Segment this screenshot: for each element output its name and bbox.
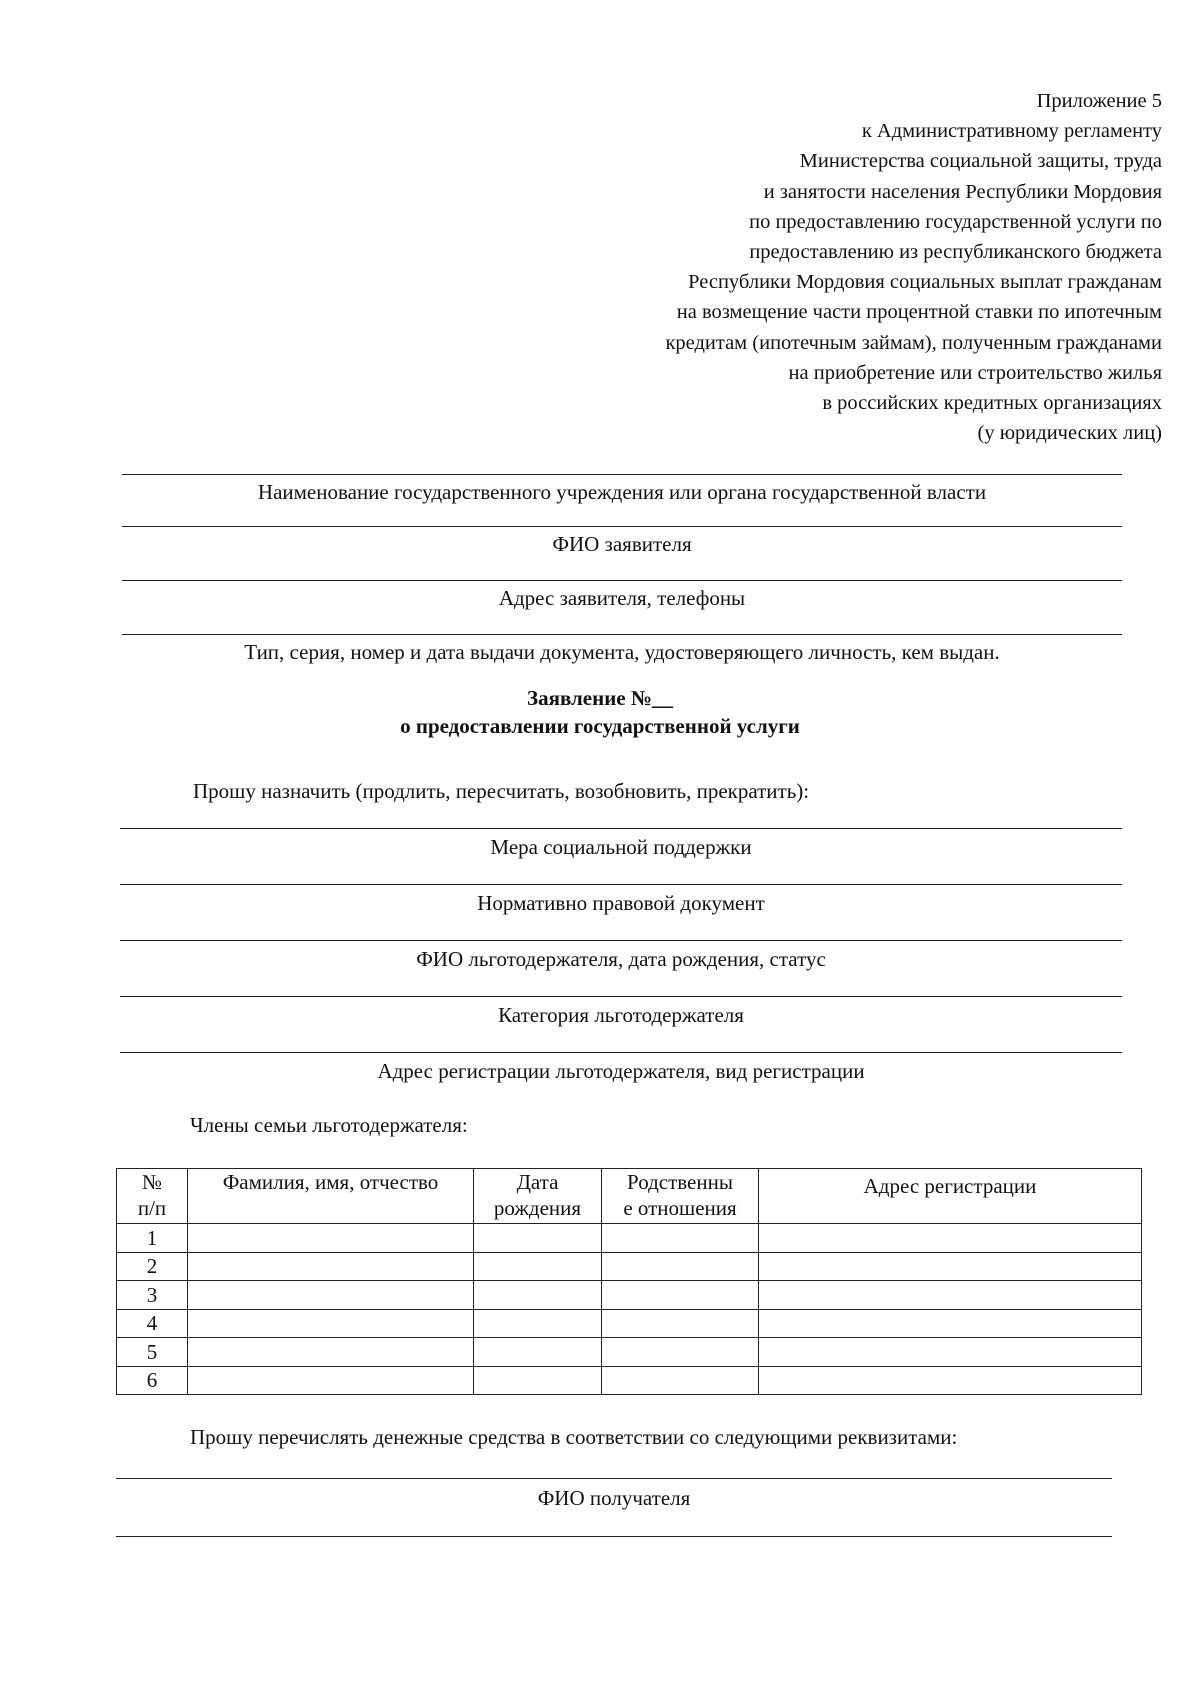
family-members-label: Члены семьи льготодержателя: bbox=[190, 1113, 468, 1137]
row-number-cell: 2 bbox=[117, 1252, 188, 1281]
full-name-cell[interactable] bbox=[188, 1281, 474, 1310]
row-number-cell: 6 bbox=[117, 1366, 188, 1395]
field-caption: ФИО получателя bbox=[537, 1486, 691, 1510]
beneficiary-address-field[interactable] bbox=[120, 1052, 1122, 1084]
fill-line bbox=[120, 1052, 1122, 1053]
header-line: и занятости населения Республики Мордовия bbox=[763, 180, 1162, 203]
beneficiary-name-field[interactable] bbox=[120, 940, 1122, 972]
field-caption: Нормативно правовой документ bbox=[477, 891, 765, 915]
birth-date-cell[interactable] bbox=[474, 1309, 602, 1338]
row-number-cell: 1 bbox=[117, 1224, 188, 1253]
fill-line[interactable] bbox=[116, 1536, 1112, 1537]
header-line: Министерства социальной защиты, труда bbox=[799, 150, 1162, 173]
field-caption: Наименование государственного учреждения или органа государственной власти bbox=[257, 480, 987, 504]
header-line: кредитам (ипотечным займам), полученным гражданами bbox=[665, 331, 1162, 354]
table-row bbox=[117, 1252, 1142, 1281]
request-text: Прошу назначить (продлить, пересчитать, возобновить, прекратить): bbox=[193, 779, 810, 803]
relationship-cell[interactable] bbox=[602, 1338, 759, 1367]
fill-line bbox=[122, 634, 1122, 635]
address-cell[interactable] bbox=[759, 1366, 1142, 1395]
header-line: на приобретение или строительство жилья bbox=[788, 361, 1162, 384]
appendix-header bbox=[522, 86, 1162, 448]
address-cell[interactable] bbox=[759, 1252, 1142, 1281]
table-row bbox=[117, 1366, 1142, 1395]
field-caption: Тип, серия, номер и дата выдачи документа, удостоверяющего личность, кем выдан. bbox=[244, 640, 1000, 664]
beneficiary-category-field[interactable] bbox=[120, 996, 1122, 1028]
birth-date-cell[interactable] bbox=[474, 1366, 602, 1395]
address-cell[interactable] bbox=[759, 1224, 1142, 1253]
table-row bbox=[117, 1224, 1142, 1253]
column-header-address: Адрес регистрации bbox=[759, 1169, 1142, 1224]
header-line: в российских кредитных организациях bbox=[822, 392, 1162, 415]
address-cell[interactable] bbox=[759, 1281, 1142, 1310]
fill-line bbox=[122, 580, 1122, 581]
column-header-birth-date: Дата рождения bbox=[474, 1169, 602, 1224]
birth-date-cell[interactable] bbox=[474, 1252, 602, 1281]
full-name-cell[interactable] bbox=[188, 1309, 474, 1338]
fill-line bbox=[122, 526, 1122, 527]
field-caption: Адрес регистрации льготодержателя, вид регистрации bbox=[377, 1059, 865, 1083]
birth-date-cell[interactable] bbox=[474, 1338, 602, 1367]
normative-document-field[interactable] bbox=[120, 884, 1122, 916]
recipient-name-field[interactable] bbox=[116, 1478, 1112, 1511]
fill-line bbox=[120, 828, 1122, 829]
header-line: Приложение 5 bbox=[1036, 90, 1162, 112]
header-line: Республики Мордовия социальных выплат гражданам bbox=[688, 271, 1162, 294]
application-subtitle: о предоставлении государственной услуги bbox=[400, 714, 800, 738]
column-header-relationship: Родственны е отношения bbox=[602, 1169, 759, 1224]
fill-line bbox=[122, 474, 1122, 475]
full-name-cell[interactable] bbox=[188, 1252, 474, 1281]
birth-date-cell[interactable] bbox=[474, 1224, 602, 1253]
fill-line bbox=[120, 996, 1122, 997]
fill-line bbox=[116, 1478, 1112, 1479]
table-row bbox=[117, 1281, 1142, 1310]
family-members-table bbox=[116, 1168, 1142, 1395]
relationship-cell[interactable] bbox=[602, 1309, 759, 1338]
full-name-cell[interactable] bbox=[188, 1338, 474, 1367]
field-caption: Категория льготодержателя bbox=[498, 1003, 744, 1027]
relationship-cell[interactable] bbox=[602, 1224, 759, 1253]
payment-request-text: Прошу перечислять денежные средства в соответствии со следующими реквизитами: bbox=[190, 1425, 958, 1449]
full-name-cell[interactable] bbox=[188, 1366, 474, 1395]
applicant-name-field[interactable] bbox=[122, 526, 1122, 557]
fill-line bbox=[120, 884, 1122, 885]
fill-line bbox=[120, 940, 1122, 941]
relationship-cell[interactable] bbox=[602, 1366, 759, 1395]
row-number-cell: 3 bbox=[117, 1281, 188, 1310]
header-line: предоставлению из республиканского бюджета bbox=[749, 241, 1162, 264]
field-caption: Адрес заявителя, телефоны bbox=[498, 586, 746, 610]
field-caption: ФИО заявителя bbox=[552, 532, 692, 556]
field-caption: Мера социальной поддержки bbox=[490, 835, 752, 859]
table-row bbox=[117, 1338, 1142, 1367]
table-header-row bbox=[117, 1169, 1142, 1224]
header-line: к Административному регламенту bbox=[861, 120, 1162, 143]
table-row bbox=[117, 1309, 1142, 1338]
field-caption: ФИО льготодержателя, дата рождения, статус bbox=[416, 947, 826, 971]
address-cell[interactable] bbox=[759, 1338, 1142, 1367]
header-line: на возмещение части процентной ставки по ипотечным bbox=[676, 301, 1162, 324]
row-number-cell: 5 bbox=[117, 1338, 188, 1367]
address-cell[interactable] bbox=[759, 1309, 1142, 1338]
birth-date-cell[interactable] bbox=[474, 1281, 602, 1310]
column-header-full-name: Фамилия, имя, отчество bbox=[188, 1169, 474, 1224]
header-line: (у юридических лиц) bbox=[977, 422, 1162, 445]
support-measure-field[interactable] bbox=[120, 828, 1122, 860]
application-title: Заявление №__ bbox=[527, 686, 673, 710]
relationship-cell[interactable] bbox=[602, 1281, 759, 1310]
column-header-number: № п/п bbox=[117, 1169, 188, 1224]
row-number-cell: 4 bbox=[117, 1309, 188, 1338]
full-name-cell[interactable] bbox=[188, 1224, 474, 1253]
institution-name-field[interactable] bbox=[122, 474, 1122, 505]
applicant-address-field[interactable] bbox=[122, 580, 1122, 611]
identity-document-field[interactable] bbox=[122, 634, 1122, 665]
header-line: по предоставлению государственной услуги по bbox=[749, 210, 1162, 233]
relationship-cell[interactable] bbox=[602, 1252, 759, 1281]
